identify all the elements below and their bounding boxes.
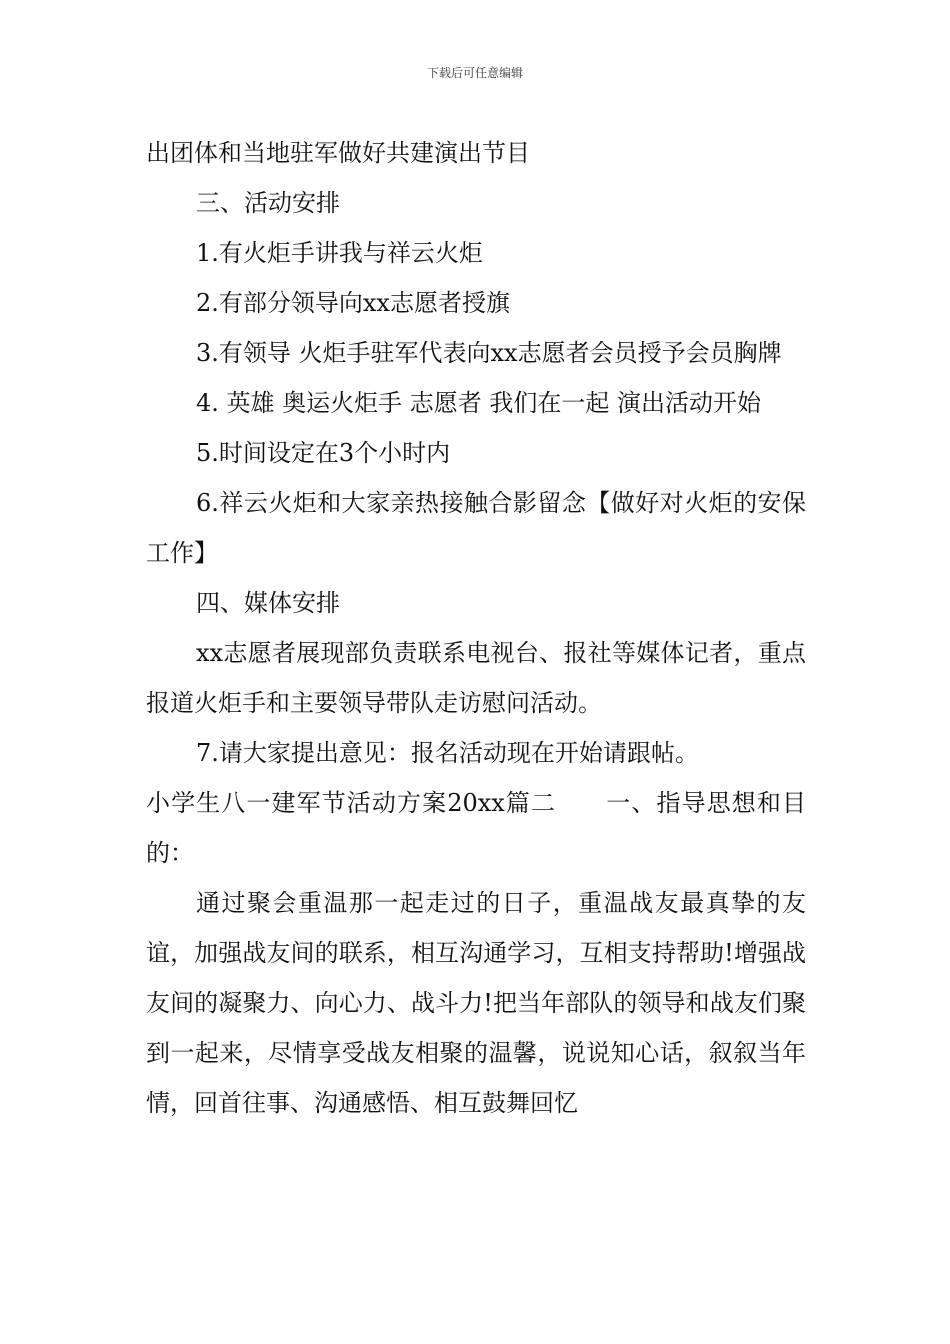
page-header-note: 下载后可任意编辑 — [426, 66, 523, 80]
list-item-6: 6.祥云火炬和大家亲热接触合影留念【做好对火炬的安保工作】 — [146, 489, 806, 567]
document-body — [146, 128, 806, 1128]
list-item-4: 4. 英雄 奥运火炬手 志愿者 我们在一起 演出活动开始 — [196, 389, 762, 417]
section-title-part-two: 小学生八一建军节活动方案20xx篇二 一、指导思想和目的： — [146, 789, 806, 867]
list-item-2: 2.有部分领导向xx志愿者授旗 — [196, 289, 510, 317]
section-heading-media: 四、媒体安排 — [196, 589, 340, 617]
list-item-1: 1.有火炬手讲我与祥云火炬 — [196, 239, 483, 267]
section-heading-activity: 三、活动安排 — [196, 189, 340, 217]
list-item-7: 7.请大家提出意见：报名活动现在开始请跟帖。 — [196, 739, 699, 767]
paragraph-1: 出团体和当地驻军做好共建演出节目 — [146, 139, 530, 167]
list-item-5: 5.时间设定在3个小时内 — [196, 439, 451, 467]
paragraph-media: xx志愿者展现部负责联系电视台、报社等媒体记者，重点报道火炬手和主要领导带队走访慰问活动。 — [146, 639, 806, 717]
paragraph-guiding-thought: 通过聚会重温那一起走过的日子，重温战友最真挚的友谊，加强战友间的联系，相互沟通学习，互相支持帮助!增强战友间的凝聚力、向心力、战斗力!把当年部队的领导和战友们聚到一起来，尽情享受战友相聚的温馨，说说知心话，叙叙当年情，回首往事、沟通感悟、相互鼓舞回忆 — [146, 889, 806, 1117]
list-item-3: 3.有领导 火炬手驻军代表向xx志愿者会员授予会员胸牌 — [196, 339, 782, 367]
